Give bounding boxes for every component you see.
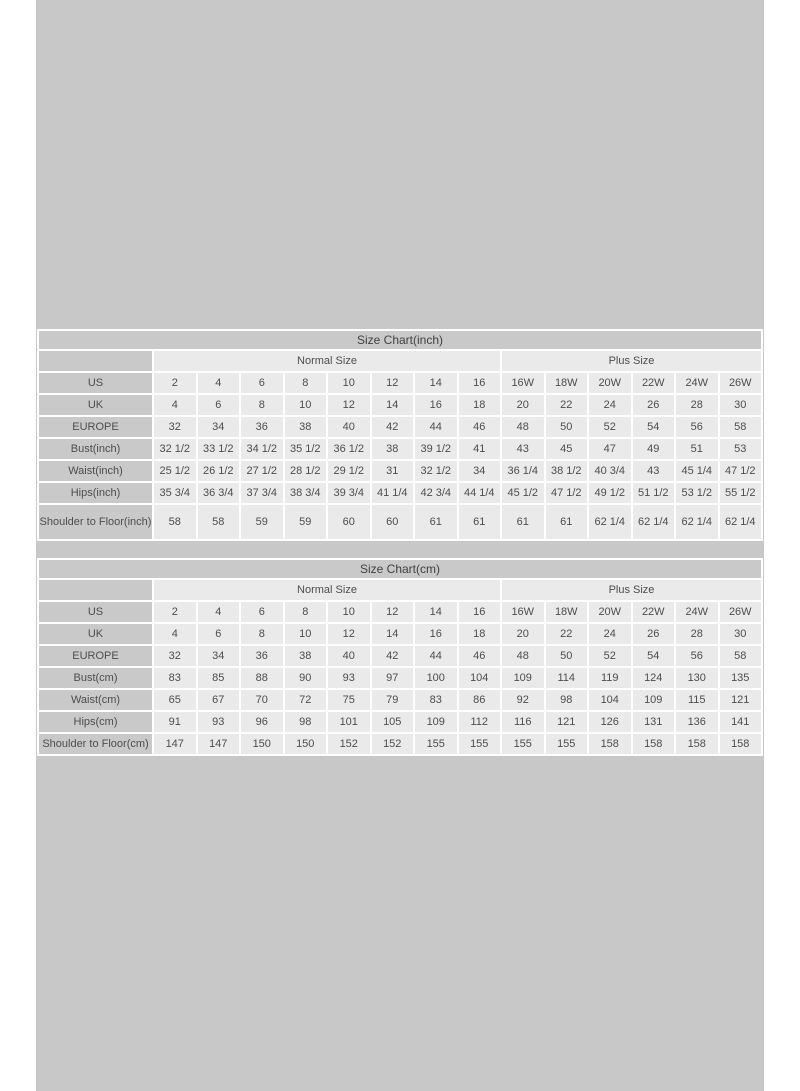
size-value-cell: 12 — [328, 395, 370, 415]
size-value-cell: 61 — [502, 505, 544, 539]
size-value-cell: 18W — [546, 602, 588, 622]
size-value-cell: 36 — [241, 417, 283, 437]
size-value-cell: 41 — [459, 439, 501, 459]
size-value-cell: 26 1/2 — [198, 461, 240, 481]
size-value-cell: 38 — [285, 417, 327, 437]
size-value-cell: 50 — [546, 417, 588, 437]
size-value-cell: 34 — [459, 461, 501, 481]
size-value-cell: 36 1/2 — [328, 439, 370, 459]
size-value-cell: 30 — [720, 624, 762, 644]
size-value-cell: 20W — [589, 373, 631, 393]
size-value-cell: 24W — [676, 602, 718, 622]
size-value-cell: 40 3/4 — [589, 461, 631, 481]
table-title-row — [39, 331, 761, 349]
size-value-cell: 47 — [589, 439, 631, 459]
table-row — [39, 690, 761, 710]
size-value-cell: 93 — [328, 668, 370, 688]
table-row — [39, 602, 761, 622]
size-value-cell: 8 — [285, 373, 327, 393]
size-value-cell: 32 1/2 — [154, 439, 196, 459]
size-value-cell: 70 — [241, 690, 283, 710]
size-value-cell: 14 — [372, 395, 414, 415]
column-group-header: Normal Size — [154, 580, 500, 600]
table-row — [39, 646, 761, 666]
size-value-cell: 16 — [459, 373, 501, 393]
size-value-cell: 56 — [676, 646, 718, 666]
size-value-cell: 50 — [546, 646, 588, 666]
row-label: US — [39, 373, 152, 393]
size-chart-table-cm — [37, 558, 763, 756]
table-row — [39, 624, 761, 644]
size-value-cell: 136 — [676, 712, 718, 732]
size-value-cell: 53 — [720, 439, 762, 459]
size-value-cell: 32 1/2 — [415, 461, 457, 481]
size-value-cell: 38 1/2 — [546, 461, 588, 481]
size-value-cell: 32 — [154, 646, 196, 666]
table-row — [39, 395, 761, 415]
size-value-cell: 141 — [720, 712, 762, 732]
size-value-cell: 10 — [328, 373, 370, 393]
table-title: Size Chart(cm) — [39, 560, 761, 578]
size-value-cell: 20 — [502, 624, 544, 644]
size-value-cell: 88 — [241, 668, 283, 688]
size-value-cell: 79 — [372, 690, 414, 710]
row-label: Bust(inch) — [39, 439, 152, 459]
size-value-cell: 126 — [589, 712, 631, 732]
size-value-cell: 43 — [502, 439, 544, 459]
size-value-cell: 59 — [241, 505, 283, 539]
size-value-cell: 150 — [285, 734, 327, 754]
row-label: UK — [39, 624, 152, 644]
size-value-cell: 45 1/4 — [676, 461, 718, 481]
size-value-cell: 54 — [633, 646, 675, 666]
table-title-row — [39, 560, 761, 578]
size-value-cell: 41 1/4 — [372, 483, 414, 503]
row-label: EUROPE — [39, 417, 152, 437]
size-value-cell: 109 — [415, 712, 457, 732]
size-value-cell: 44 — [415, 417, 457, 437]
size-value-cell: 16W — [502, 373, 544, 393]
size-value-cell: 14 — [415, 373, 457, 393]
size-value-cell: 34 1/2 — [241, 439, 283, 459]
size-value-cell: 22W — [633, 602, 675, 622]
size-value-cell: 22W — [633, 373, 675, 393]
size-value-cell: 147 — [198, 734, 240, 754]
size-value-cell: 26 — [633, 624, 675, 644]
size-value-cell: 61 — [415, 505, 457, 539]
size-value-cell: 49 — [633, 439, 675, 459]
product-image-gray-background — [36, 0, 764, 1091]
corner-cell — [39, 580, 152, 600]
size-value-cell: 16 — [415, 395, 457, 415]
size-value-cell: 38 — [372, 439, 414, 459]
size-value-cell: 2 — [154, 602, 196, 622]
size-value-cell: 48 — [502, 417, 544, 437]
size-value-cell: 46 — [459, 646, 501, 666]
size-value-cell: 100 — [415, 668, 457, 688]
corner-cell — [39, 351, 152, 371]
size-value-cell: 53 1/2 — [676, 483, 718, 503]
size-value-cell: 31 — [372, 461, 414, 481]
size-value-cell: 16 — [459, 602, 501, 622]
size-value-cell: 58 — [154, 505, 196, 539]
size-value-cell: 114 — [546, 668, 588, 688]
size-value-cell: 42 — [372, 646, 414, 666]
size-value-cell: 42 — [372, 417, 414, 437]
size-value-cell: 35 3/4 — [154, 483, 196, 503]
row-label: Shoulder to Floor(cm) — [39, 734, 152, 754]
size-value-cell: 62 1/4 — [676, 505, 718, 539]
size-value-cell: 98 — [546, 690, 588, 710]
size-value-cell: 28 — [676, 395, 718, 415]
size-value-cell: 158 — [589, 734, 631, 754]
column-group-header: Plus Size — [502, 351, 761, 371]
size-value-cell: 36 1/4 — [502, 461, 544, 481]
size-value-cell: 98 — [285, 712, 327, 732]
size-value-cell: 2 — [154, 373, 196, 393]
size-value-cell: 60 — [328, 505, 370, 539]
size-value-cell: 115 — [676, 690, 718, 710]
size-value-cell: 86 — [459, 690, 501, 710]
table-row — [39, 712, 761, 732]
size-value-cell: 51 — [676, 439, 718, 459]
size-value-cell: 116 — [502, 712, 544, 732]
size-value-cell: 51 1/2 — [633, 483, 675, 503]
column-group-header: Plus Size — [502, 580, 761, 600]
row-label: US — [39, 602, 152, 622]
table-row — [39, 461, 761, 481]
size-value-cell: 47 1/2 — [720, 461, 762, 481]
size-value-cell: 155 — [459, 734, 501, 754]
size-value-cell: 130 — [676, 668, 718, 688]
size-value-cell: 22 — [546, 624, 588, 644]
size-value-cell: 37 3/4 — [241, 483, 283, 503]
size-value-cell: 6 — [241, 373, 283, 393]
size-value-cell: 24 — [589, 624, 631, 644]
size-value-cell: 6 — [241, 602, 283, 622]
size-value-cell: 18 — [459, 395, 501, 415]
size-value-cell: 93 — [198, 712, 240, 732]
table-row — [39, 417, 761, 437]
size-value-cell: 12 — [372, 602, 414, 622]
row-label: Hips(inch) — [39, 483, 152, 503]
size-value-cell: 28 1/2 — [285, 461, 327, 481]
size-value-cell: 18W — [546, 373, 588, 393]
size-value-cell: 97 — [372, 668, 414, 688]
size-value-cell: 147 — [154, 734, 196, 754]
size-value-cell: 42 3/4 — [415, 483, 457, 503]
size-value-cell: 44 1/4 — [459, 483, 501, 503]
size-value-cell: 26W — [720, 373, 762, 393]
size-value-cell: 45 1/2 — [502, 483, 544, 503]
size-value-cell: 152 — [328, 734, 370, 754]
size-value-cell: 85 — [198, 668, 240, 688]
size-value-cell: 61 — [546, 505, 588, 539]
row-label: Shoulder to Floor(inch) — [39, 505, 152, 539]
size-value-cell: 4 — [198, 373, 240, 393]
size-value-cell: 18 — [459, 624, 501, 644]
size-value-cell: 54 — [633, 417, 675, 437]
size-value-cell: 40 — [328, 417, 370, 437]
size-value-cell: 119 — [589, 668, 631, 688]
size-value-cell: 10 — [328, 602, 370, 622]
size-value-cell: 25 1/2 — [154, 461, 196, 481]
size-value-cell: 8 — [241, 624, 283, 644]
size-value-cell: 96 — [241, 712, 283, 732]
row-label: Bust(cm) — [39, 668, 152, 688]
size-value-cell: 12 — [372, 373, 414, 393]
size-value-cell: 12 — [328, 624, 370, 644]
size-value-cell: 152 — [372, 734, 414, 754]
size-value-cell: 36 — [241, 646, 283, 666]
row-label: Hips(cm) — [39, 712, 152, 732]
size-value-cell: 104 — [459, 668, 501, 688]
size-value-cell: 33 1/2 — [198, 439, 240, 459]
column-group-header: Normal Size — [154, 351, 500, 371]
size-value-cell: 62 1/4 — [589, 505, 631, 539]
size-value-cell: 10 — [285, 395, 327, 415]
size-value-cell: 45 — [546, 439, 588, 459]
size-value-cell: 14 — [372, 624, 414, 644]
size-value-cell: 109 — [633, 690, 675, 710]
size-value-cell: 8 — [285, 602, 327, 622]
size-value-cell: 24 — [589, 395, 631, 415]
size-value-cell: 62 1/4 — [633, 505, 675, 539]
size-value-cell: 6 — [198, 624, 240, 644]
size-value-cell: 75 — [328, 690, 370, 710]
size-value-cell: 124 — [633, 668, 675, 688]
size-value-cell: 34 — [198, 646, 240, 666]
size-value-cell: 155 — [415, 734, 457, 754]
size-value-cell: 55 1/2 — [720, 483, 762, 503]
size-value-cell: 62 1/4 — [720, 505, 762, 539]
size-value-cell: 52 — [589, 417, 631, 437]
size-value-cell: 20W — [589, 602, 631, 622]
size-value-cell: 59 — [285, 505, 327, 539]
size-value-cell: 109 — [502, 668, 544, 688]
size-value-cell: 46 — [459, 417, 501, 437]
size-value-cell: 158 — [633, 734, 675, 754]
size-value-cell: 101 — [328, 712, 370, 732]
size-value-cell: 26 — [633, 395, 675, 415]
size-value-cell: 150 — [241, 734, 283, 754]
size-value-cell: 61 — [459, 505, 501, 539]
size-value-cell: 32 — [154, 417, 196, 437]
size-value-cell: 92 — [502, 690, 544, 710]
size-value-cell: 14 — [415, 602, 457, 622]
size-value-cell: 65 — [154, 690, 196, 710]
size-value-cell: 121 — [720, 690, 762, 710]
column-group-row — [39, 580, 761, 600]
size-value-cell: 135 — [720, 668, 762, 688]
table-title: Size Chart(inch) — [39, 331, 761, 349]
size-value-cell: 56 — [676, 417, 718, 437]
size-value-cell: 29 1/2 — [328, 461, 370, 481]
size-value-cell: 6 — [198, 395, 240, 415]
row-label: Waist(cm) — [39, 690, 152, 710]
size-value-cell: 10 — [285, 624, 327, 644]
size-value-cell: 90 — [285, 668, 327, 688]
table-row — [39, 439, 761, 459]
size-value-cell: 39 3/4 — [328, 483, 370, 503]
size-value-cell: 28 — [676, 624, 718, 644]
size-value-cell: 67 — [198, 690, 240, 710]
size-value-cell: 105 — [372, 712, 414, 732]
size-value-cell: 49 1/2 — [589, 483, 631, 503]
size-value-cell: 155 — [502, 734, 544, 754]
size-value-cell: 34 — [198, 417, 240, 437]
size-value-cell: 158 — [720, 734, 762, 754]
size-value-cell: 131 — [633, 712, 675, 732]
row-label: UK — [39, 395, 152, 415]
size-value-cell: 26W — [720, 602, 762, 622]
table-row — [39, 668, 761, 688]
size-value-cell: 121 — [546, 712, 588, 732]
size-value-cell: 24W — [676, 373, 718, 393]
size-value-cell: 43 — [633, 461, 675, 481]
size-value-cell: 58 — [720, 646, 762, 666]
size-value-cell: 30 — [720, 395, 762, 415]
size-value-cell: 47 1/2 — [546, 483, 588, 503]
size-value-cell: 155 — [546, 734, 588, 754]
size-value-cell: 38 3/4 — [285, 483, 327, 503]
size-value-cell: 48 — [502, 646, 544, 666]
size-value-cell: 158 — [676, 734, 718, 754]
size-value-cell: 35 1/2 — [285, 439, 327, 459]
size-value-cell: 4 — [154, 395, 196, 415]
size-value-cell: 16 — [415, 624, 457, 644]
size-value-cell: 40 — [328, 646, 370, 666]
size-value-cell: 83 — [154, 668, 196, 688]
size-value-cell: 20 — [502, 395, 544, 415]
size-value-cell: 36 3/4 — [198, 483, 240, 503]
table-row — [39, 505, 761, 539]
size-value-cell: 91 — [154, 712, 196, 732]
size-value-cell: 39 1/2 — [415, 439, 457, 459]
size-value-cell: 58 — [198, 505, 240, 539]
size-chart-table-inch — [37, 329, 763, 541]
size-value-cell: 72 — [285, 690, 327, 710]
size-value-cell: 4 — [154, 624, 196, 644]
size-value-cell: 38 — [285, 646, 327, 666]
size-value-cell: 104 — [589, 690, 631, 710]
size-value-cell: 4 — [198, 602, 240, 622]
size-value-cell: 58 — [720, 417, 762, 437]
size-value-cell: 16W — [502, 602, 544, 622]
size-value-cell: 60 — [372, 505, 414, 539]
size-value-cell: 83 — [415, 690, 457, 710]
row-label: Waist(inch) — [39, 461, 152, 481]
size-value-cell: 27 1/2 — [241, 461, 283, 481]
size-value-cell: 22 — [546, 395, 588, 415]
column-group-row — [39, 351, 761, 371]
size-value-cell: 8 — [241, 395, 283, 415]
table-row — [39, 734, 761, 754]
table-row — [39, 373, 761, 393]
table-row — [39, 483, 761, 503]
size-value-cell: 112 — [459, 712, 501, 732]
row-label: EUROPE — [39, 646, 152, 666]
size-value-cell: 52 — [589, 646, 631, 666]
size-value-cell: 44 — [415, 646, 457, 666]
